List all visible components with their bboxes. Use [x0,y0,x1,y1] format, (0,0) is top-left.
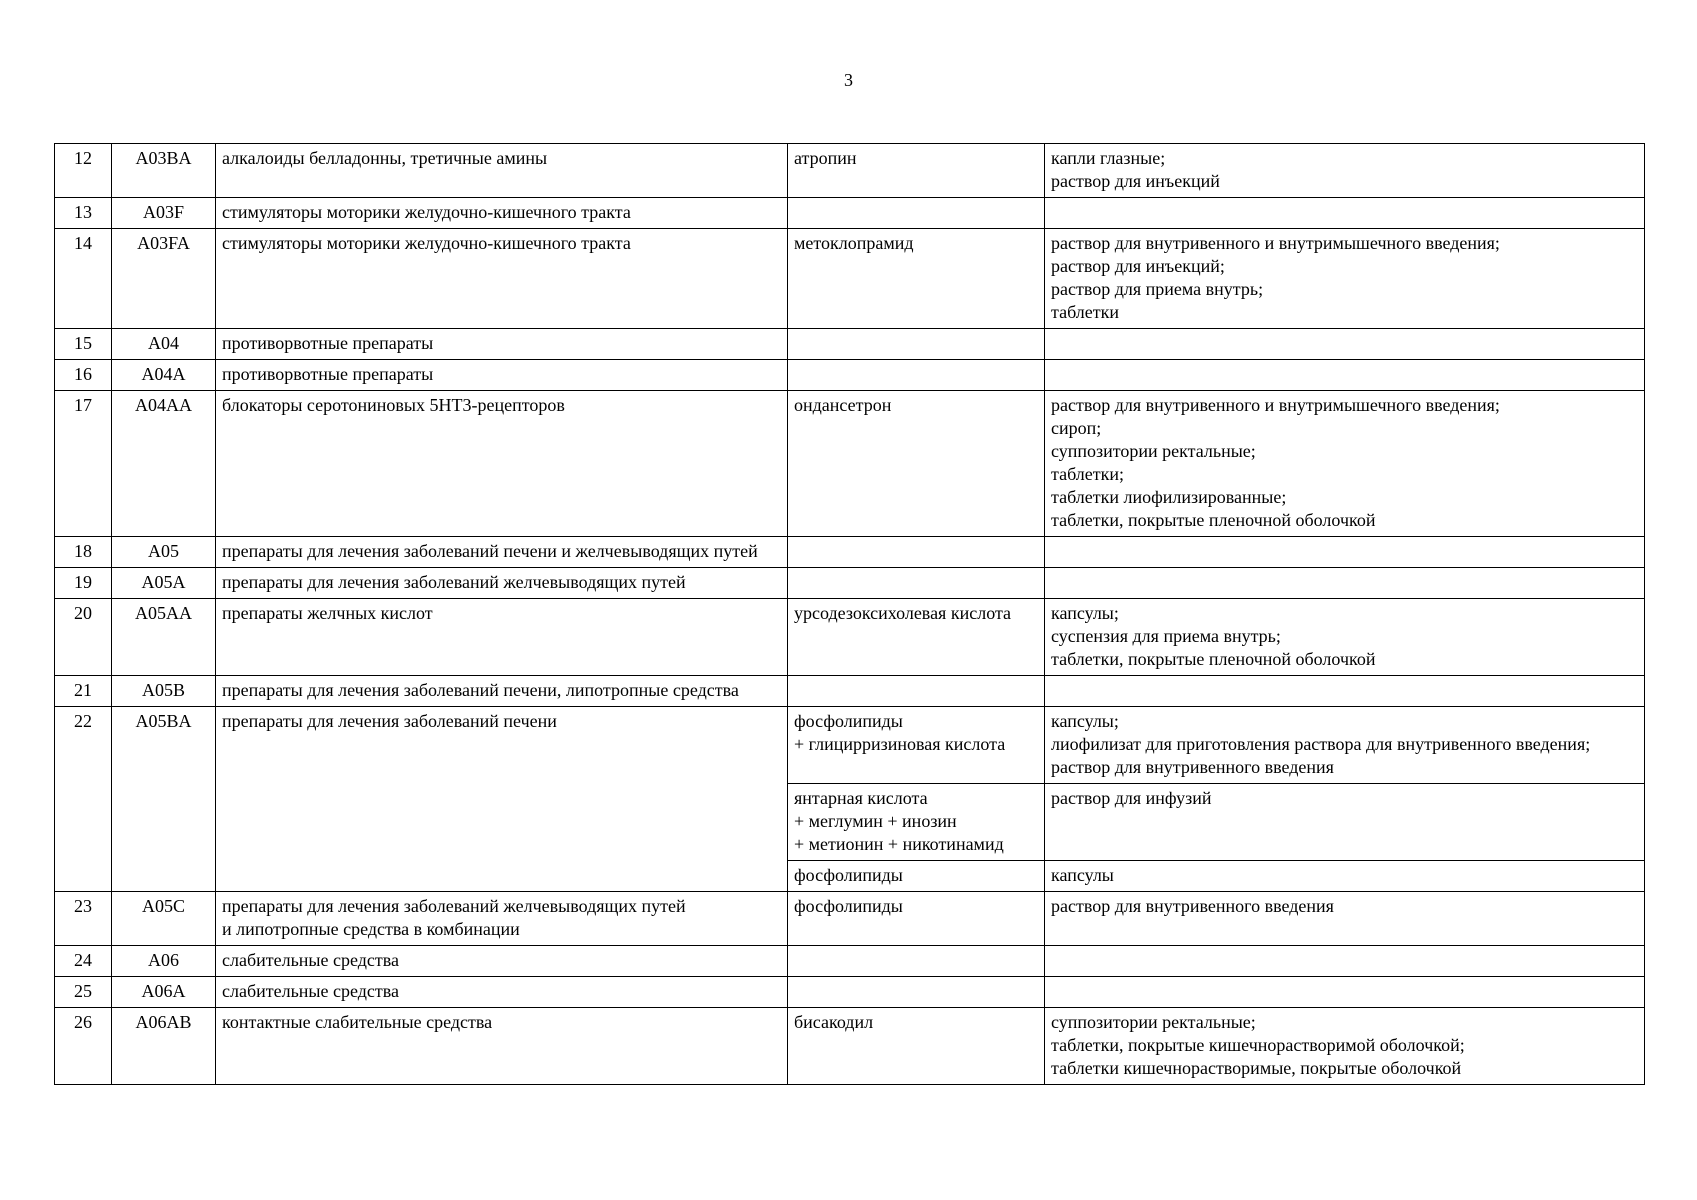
row-number-cell: 12 [55,144,112,198]
atc-code-cell: A06A [112,977,216,1008]
atc-code-cell: A03F [112,198,216,229]
drug-name-cell: фосфолипиды [788,861,1045,892]
drug-name-cell [788,946,1045,977]
anatomical-therapeutic-group-cell: препараты для лечения заболеваний желчевыводящих путей [216,568,788,599]
dosage-form-cell [1045,198,1645,229]
drug-name-cell: ондансетрон [788,391,1045,537]
atc-code-cell: A05A [112,568,216,599]
row-number-cell: 26 [55,1008,112,1085]
row-number-cell: 14 [55,229,112,329]
dosage-form-cell [1045,329,1645,360]
drug-name-cell: фосфолипиды [788,892,1045,946]
dosage-form-cell: капсулы [1045,861,1645,892]
anatomical-therapeutic-group-cell: препараты желчных кислот [216,599,788,676]
anatomical-therapeutic-group-cell: препараты для лечения заболеваний печени, липотропные средства [216,676,788,707]
drug-name-cell: метоклопрамид [788,229,1045,329]
drug-name-cell: атропин [788,144,1045,198]
page-number: 3 [844,70,853,90]
table-row [55,229,1645,329]
anatomical-therapeutic-group-cell: препараты для лечения заболеваний желчевыводящих путей и липотропные средства в комбинации [216,892,788,946]
atc-code-cell: A04AA [112,391,216,537]
dosage-form-cell [1045,977,1645,1008]
table-row [55,391,1645,537]
row-number-cell: 16 [55,360,112,391]
row-number-cell: 13 [55,198,112,229]
anatomical-therapeutic-group-cell: противорвотные препараты [216,329,788,360]
anatomical-therapeutic-group-cell: алкалоиды белладонны, третичные амины [216,144,788,198]
drug-name-cell: бисакодил [788,1008,1045,1085]
dosage-form-cell: раствор для внутривенного и внутримышечного введения; сироп; суппозитории ректальные; таблетки; таблетки лиофилизированные; таблетки, покрытые пленочной оболочкой [1045,391,1645,537]
table-row [55,198,1645,229]
dosage-form-cell: раствор для внутривенного введения [1045,892,1645,946]
atc-code-cell: A03FA [112,229,216,329]
atc-code-cell: A04 [112,329,216,360]
atc-code-cell: A05AA [112,599,216,676]
anatomical-therapeutic-group-cell: слабительные средства [216,977,788,1008]
row-number-cell: 22 [55,707,112,892]
dosage-form-cell [1045,568,1645,599]
drug-name-cell: урсодезоксихолевая кислота [788,599,1045,676]
table-row [55,144,1645,198]
dosage-form-cell [1045,676,1645,707]
atc-code-cell: A06 [112,946,216,977]
dosage-form-cell: капсулы; суспензия для приема внутрь; таблетки, покрытые пленочной оболочкой [1045,599,1645,676]
dosage-form-cell [1045,946,1645,977]
row-number-cell: 20 [55,599,112,676]
drug-name-cell [788,568,1045,599]
table-row [55,977,1645,1008]
dosage-form-cell: капсулы; лиофилизат для приготовления раствора для внутривенного введения; раствор для внутривенного введения [1045,707,1645,784]
drug-name-cell [788,537,1045,568]
table-row [55,360,1645,391]
row-number-cell: 15 [55,329,112,360]
table-row [55,537,1645,568]
row-number-cell: 18 [55,537,112,568]
drug-name-cell: фосфолипиды + глицирризиновая кислота [788,707,1045,784]
dosage-form-cell: раствор для инфузий [1045,784,1645,861]
atc-code-cell: A05 [112,537,216,568]
atc-code-cell: A04A [112,360,216,391]
anatomical-therapeutic-group-cell: контактные слабительные средства [216,1008,788,1085]
table-body [55,144,1645,1085]
anatomical-therapeutic-group-cell: препараты для лечения заболеваний печени [216,707,788,892]
drug-list-table [54,143,1645,1085]
drug-name-cell [788,676,1045,707]
row-number-cell: 25 [55,977,112,1008]
anatomical-therapeutic-group-cell: слабительные средства [216,946,788,977]
row-number-cell: 17 [55,391,112,537]
table-row [55,707,1645,784]
drug-name-cell [788,360,1045,391]
drug-name-cell [788,198,1045,229]
dosage-form-cell: суппозитории ректальные; таблетки, покрытые кишечнорастворимой оболочкой; таблетки кишечнорастворимые, покрытые оболочкой [1045,1008,1645,1085]
dosage-form-cell [1045,360,1645,391]
row-number-cell: 23 [55,892,112,946]
table-row [55,946,1645,977]
anatomical-therapeutic-group-cell: противорвотные препараты [216,360,788,391]
table-row [55,1008,1645,1085]
drug-name-cell [788,977,1045,1008]
table-row [55,599,1645,676]
anatomical-therapeutic-group-cell: стимуляторы моторики желудочно-кишечного тракта [216,229,788,329]
drug-name-cell [788,329,1045,360]
atc-code-cell: A03BA [112,144,216,198]
anatomical-therapeutic-group-cell: блокаторы серотониновых 5HT3-рецепторов [216,391,788,537]
table-row [55,676,1645,707]
row-number-cell: 21 [55,676,112,707]
anatomical-therapeutic-group-cell: препараты для лечения заболеваний печени и желчевыводящих путей [216,537,788,568]
atc-code-cell: A05BA [112,707,216,892]
table-row [55,568,1645,599]
dosage-form-cell [1045,537,1645,568]
row-number-cell: 24 [55,946,112,977]
table-row [55,329,1645,360]
atc-code-cell: A05C [112,892,216,946]
dosage-form-cell: раствор для внутривенного и внутримышечного введения; раствор для инъекций; раствор для приема внутрь; таблетки [1045,229,1645,329]
anatomical-therapeutic-group-cell: стимуляторы моторики желудочно-кишечного тракта [216,198,788,229]
row-number-cell: 19 [55,568,112,599]
dosage-form-cell: капли глазные; раствор для инъекций [1045,144,1645,198]
drug-name-cell: янтарная кислота + меглумин + инозин + метионин + никотинамид [788,784,1045,861]
atc-code-cell: A06AB [112,1008,216,1085]
atc-code-cell: A05B [112,676,216,707]
table-row [55,892,1645,946]
